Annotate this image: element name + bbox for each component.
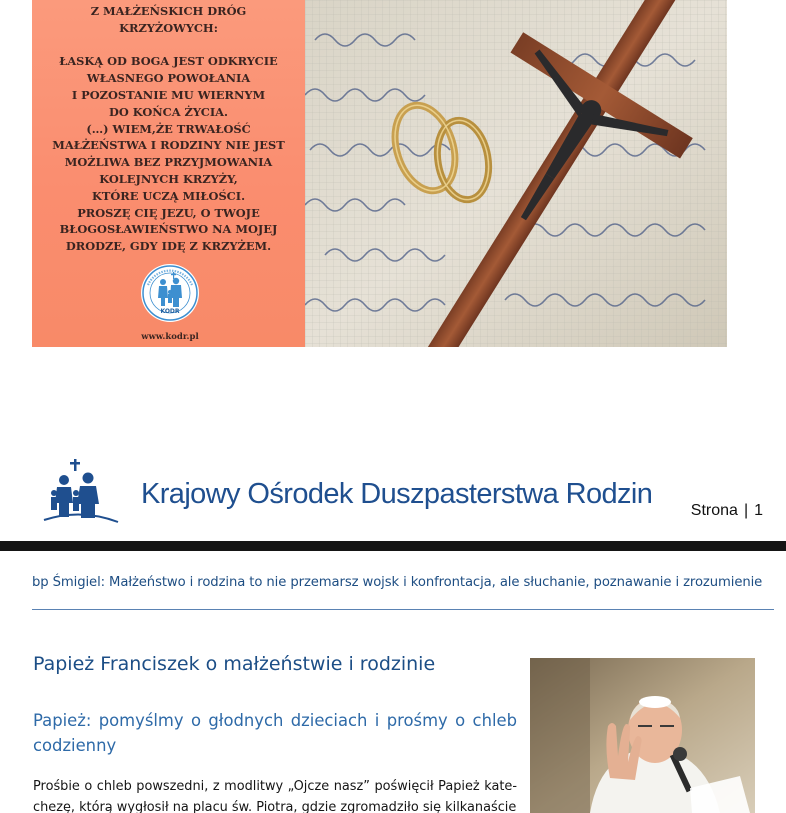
- page-separator: |: [743, 502, 749, 519]
- crucifix-photo: [305, 0, 727, 347]
- article-subheading[interactable]: Papież: pomyślmy o głodnych dzieciach i prośmy o chleb codzienny: [33, 711, 517, 755]
- article-body: Prośbie o chleb powszedni, z modlitwy „Ojcze nasz” poświęcił Papież kate-chezę, którą wygłosił na placu św. Piotra, gdzie zgromadziło się kilkanaście: [33, 779, 517, 813]
- page-label: Strona: [690, 502, 738, 519]
- page-number: 1: [754, 502, 763, 519]
- svg-text:KODR: KODR: [160, 308, 180, 315]
- kodr-seal-icon: [140, 263, 200, 323]
- pope-photo: [530, 658, 755, 813]
- banner-quote: Z MAŁŻEŃSKICH DRÓG KRZYŻOWYCH: ŁASKĄ OD BOGA JEST ODKRYCIE WŁASNEGO POWOŁANIA I POZOSTANIE MU WIERNYM DO KOŃCA ŻYCIA. (…) WIEM,ŻE TRWAŁOŚĆ MAŁŻEŃSTWA I RODZINY NIE JEST MOŻLIWA BEZ PRZYJMOWANIA KOLEJNYCH KRZYŻY, KTÓRE UCZĄ MIŁOŚCI. PROSZĘ CIĘ JEZU, O TWOJE BŁOGOSŁAWIEŃSTWO NA MOJEJ DRODZE, GDY IDĘ Z KRZYŻEM.: [52, 4, 285, 254]
- header-divider: [0, 541, 786, 551]
- page-indicator: [691, 502, 763, 520]
- section-heading: Papież Franciszek o małżeństwie i rodzinie: [33, 653, 436, 675]
- organization-name: Krajowy Ośrodek Duszpasterstwa Rodzin: [141, 478, 653, 510]
- kodr-family-logo-icon: [42, 458, 120, 526]
- kodr-website: www.kodr.pl: [141, 332, 199, 342]
- quote-banner-image: [32, 0, 727, 347]
- lead-article-title[interactable]: bp Śmigiel: Małżeństwo i rodzina to nie przemarsz wojsk i konfrontacja, ale słuchanie, poznawanie i zrozumienie: [32, 575, 763, 590]
- quote-panel: [32, 0, 305, 347]
- lead-divider: [32, 609, 774, 610]
